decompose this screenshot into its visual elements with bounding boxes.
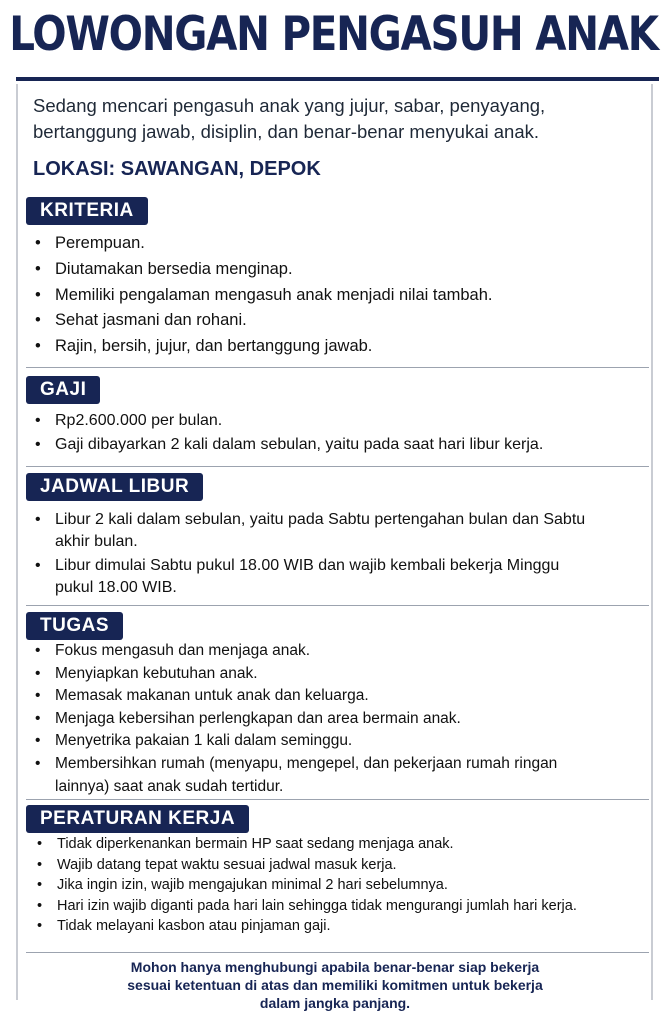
section-heading-peraturan-kerja: PERATURAN KERJA <box>26 805 249 833</box>
section-divider <box>26 799 649 800</box>
intro-line: bertanggung jawab, disiplin, dan benar-benar menyukai anak. <box>33 121 540 142</box>
list-item: • Rajin, bersih, jujur, dan bertanggung jawab. <box>33 334 623 360</box>
kriteria-list <box>33 231 623 360</box>
list-item: • Membersihkan rumah (menyapu, mengepel, dan pekerjaan rumah ringan lainnya) saat anak sudah tertidur. <box>33 753 593 798</box>
list-item: • Menjaga kebersihan perlengkapan dan area bermain anak. <box>33 708 593 731</box>
list-item: • Wajib datang tepat waktu sesuai jadwal masuk kerja. <box>35 855 595 876</box>
section-divider <box>26 952 649 953</box>
title-divider <box>16 77 659 81</box>
intro-text <box>33 93 633 145</box>
list-item: • Tidak melayani kasbon atau pinjaman gaji. <box>35 916 595 937</box>
intro-line: Sedang mencari pengasuh anak yang jujur, sabar, penyayang, <box>33 95 546 116</box>
left-border <box>16 84 18 1000</box>
list-item: • Diutamakan bersedia menginap. <box>33 257 623 283</box>
location-label: LOKASI: SAWANGAN, DEPOK <box>33 158 321 180</box>
list-item: • Menyiapkan kebutuhan anak. <box>33 663 593 686</box>
peraturan-kerja-list <box>35 834 595 937</box>
list-item: • Tidak diperkenankan bermain HP saat sedang menjaga anak. <box>35 834 595 855</box>
footer-line: sesuai ketentuan di atas dan memiliki komitmen untuk bekerja <box>127 977 543 993</box>
list-item: • Rp2.600.000 per bulan. <box>33 409 633 433</box>
section-heading-kriteria: KRITERIA <box>26 197 148 225</box>
list-item: • Libur 2 kali dalam sebulan, yaitu pada Sabtu pertengahan bulan dan Sabtu akhir bulan. <box>33 509 593 553</box>
footer-line: Mohon hanya menghubungi apabila benar-benar siap bekerja <box>130 959 540 975</box>
list-item: • Memasak makanan untuk anak dan keluarga. <box>33 685 593 708</box>
section-divider <box>26 605 649 606</box>
jadwal-libur-list <box>33 509 593 601</box>
list-item: • Sehat jasmani dan rohani. <box>33 308 623 334</box>
list-item: • Memiliki pengalaman mengasuh anak menjadi nilai tambah. <box>33 283 623 309</box>
section-heading-tugas: TUGAS <box>26 612 123 640</box>
list-item: • Jika ingin izin, wajib mengajukan minimal 2 hari sebelumnya. <box>35 875 595 896</box>
gaji-list <box>33 409 633 457</box>
footer-note <box>70 958 600 1012</box>
right-border <box>651 84 653 1000</box>
section-heading-gaji: GAJI <box>26 376 100 404</box>
list-item: • Perempuan. <box>33 231 623 257</box>
footer-line: dalam jangka panjang. <box>259 995 411 1011</box>
list-item: • Fokus mengasuh dan menjaga anak. <box>33 640 593 663</box>
section-divider <box>26 466 649 467</box>
list-item: • Gaji dibayarkan 2 kali dalam sebulan, yaitu pada saat hari libur kerja. <box>33 433 633 457</box>
page-title: LOWONGAN PENGASUH ANAK <box>9 6 658 62</box>
tugas-list <box>33 640 593 798</box>
section-heading-jadwal-libur: JADWAL LIBUR <box>26 473 203 501</box>
section-divider <box>26 367 649 368</box>
list-item: • Menyetrika pakaian 1 kali dalam seminggu. <box>33 730 593 753</box>
list-item: • Hari izin wajib diganti pada hari lain sehingga tidak mengurangi jumlah hari kerja. <box>35 896 595 917</box>
list-item: • Libur dimulai Sabtu pukul 18.00 WIB dan wajib kembali bekerja Minggu pukul 18.00 WIB. <box>33 555 593 599</box>
